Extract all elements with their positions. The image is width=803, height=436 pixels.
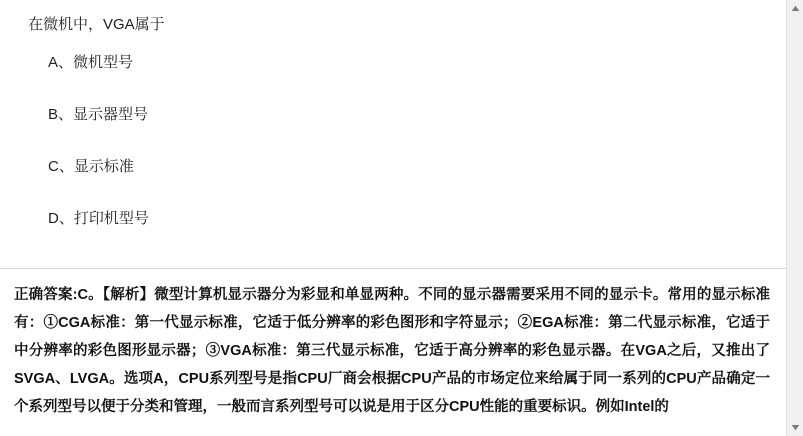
option-item-d[interactable]: D、打印机型号 xyxy=(48,210,149,227)
section-divider xyxy=(0,268,786,269)
option-list xyxy=(18,52,768,230)
scroll-up-arrow-icon[interactable] xyxy=(787,0,803,17)
question-stem: 在微机中，VGA属于 xyxy=(28,16,165,33)
option-item-a[interactable]: A、微机型号 xyxy=(48,54,134,71)
scroll-down-arrow-icon[interactable] xyxy=(787,419,803,436)
vertical-scrollbar[interactable] xyxy=(786,0,803,436)
answer-analysis: 正确答案:C。【解析】微型计算机显示器分为彩显和单显两种。不同的显示器需要采用不同的显示卡。常用的显示标准有：①CGA标准：第一代显示标准，它适于低分辨率的彩色图形和字符显示；②EGA标准：第二代显示标准，它适于中分辨率的彩色图形显示器；③VGA标准：第三代显示标准，它适于高分辨率的彩色显示器。在VGA之后，又推出了SVGA、LVGA。选项A，CPU系列型号是指CPU厂商会根据CPU产品的市场定位来给属于同一系列的CPU产品确定一个系列型号以便于分类和管理，一般而言系列型号可以说是用于区分CPU性能的重要标识。例如Intel的 xyxy=(14,287,770,415)
option-item-b[interactable]: B、显示器型号 xyxy=(48,106,149,123)
option-item-c[interactable]: C、显示标准 xyxy=(48,158,134,175)
